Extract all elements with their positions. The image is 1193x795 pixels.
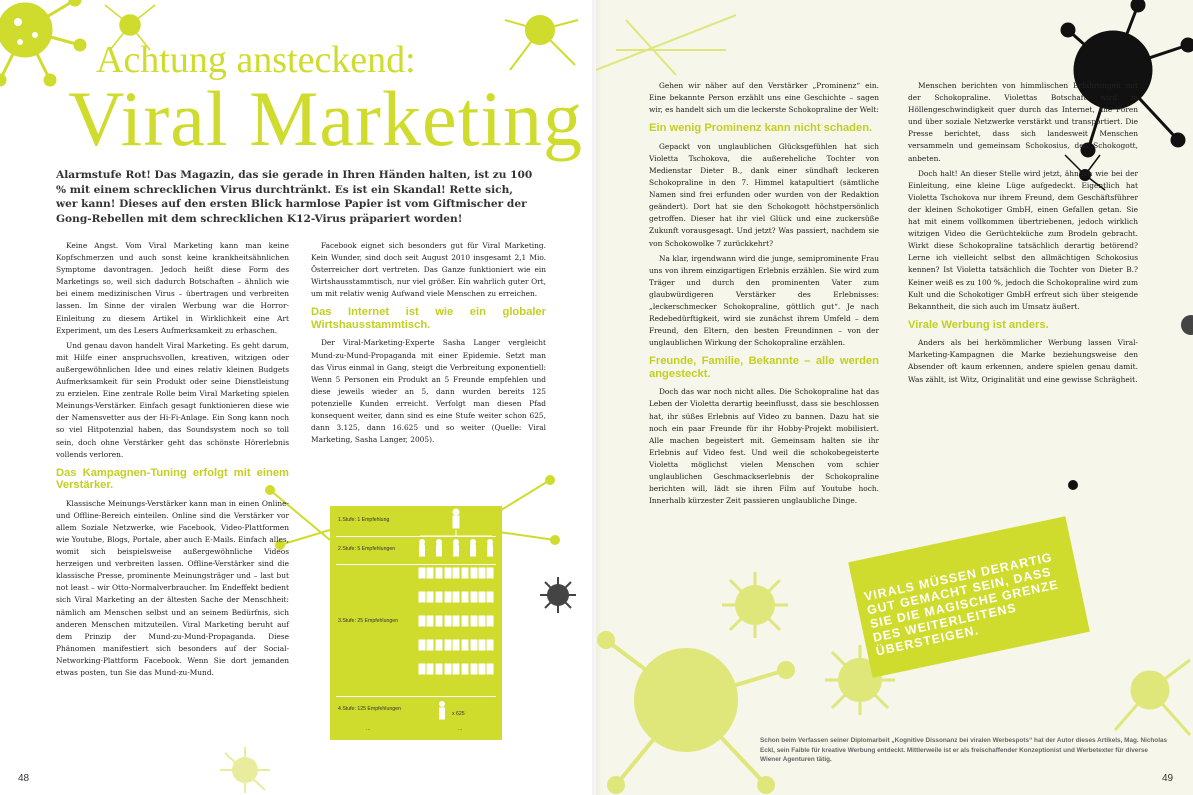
stage-1-label: 1.Stufe: 1 Empfehlung bbox=[338, 517, 390, 523]
virus-icon bbox=[1066, 478, 1080, 492]
stage-4-label: 4.Stufe: 125 Empfehlungen bbox=[338, 706, 401, 712]
person-icon bbox=[330, 506, 502, 740]
subheading: Virale Werbung ist anders. bbox=[908, 318, 1049, 331]
continuation-dots: ... bbox=[458, 726, 463, 732]
subheading: Das Internet ist wie ein globaler Wirtshausstammtisch. bbox=[311, 306, 546, 331]
virus-icon bbox=[215, 745, 275, 795]
intro-paragraph: Alarmstufe Rot! Das Magazin, das sie gerade in Ihren Händen halten, ist zu 100 % mit einem schrecklichen Virus durchtränkt. Es ist ein Skandal! Rette sich, wer kann! Dieses auf den ersten Blick harmlose Papier ist vom Giftmischer der Gong-Rebellen mit dem schrecklichen K12-Virus präpariert worden! bbox=[56, 169, 533, 225]
virus-icon bbox=[596, 10, 736, 80]
paragraph: Doch halt! An dieser Stelle wird jetzt, ähnlich wie bei der Einleitung, eine kleine Lüge aufgedeckt. Eigentlich hat Violetta Tschokova nur ihrem Freund, dem Geschäftsführer der kleinen Schokotiger GmbH, einen Gefallen getan. Sie hat mit einem vollkommen übertriebenen, jedoch wirklich witzigen Video die Gerüchteküche zum Brodeln gebracht. Wirkt diese Schokopraline tatsächlich derartig betörend? Lerne ich vielleicht selbst den allmächtigen Schokosius kennen? Ist Violetta tatsächlich die Tochter von Dieter B.? Keiner weiß es zu 100 %, jedoch die Schokopraline wird zum Kult und die Schokotiger GmbH erfreut sich über steigende Bekanntheit, die sich auch im Umsatz äußert. bbox=[908, 168, 1138, 311]
paragraph: Facebook eignet sich besonders gut für Viral Marketing. Kein Wunder, sind doch seit August 2010 insgesamt 2,1 Mio. Österreicher dort vertreten. Das Ganze funktioniert wie ein Wirtshausstammtisch, nur viel größer. Ein wahrlich guter Ort, um mit relativ wenig Aufwand viele Menschen zu erreichen. bbox=[311, 241, 546, 299]
paragraph: Und genau davon handelt Viral Marketing. Es geht darum, mit Hilfe einer anspruchsvollen, kreativen, witzigen oder außergewöhnlichen Idee und eines relativ kleinen Budgets Aufmerksamkeit für sein Produkt oder seine Dienstleistung zu erzielen. Eine zentrale Rolle beim Viral Marketing spielen Meinungs-Verstärker. Einfach gesagt funktionieren diese wie der Namensvetter aus der Hi-Fi-Anlage. Ein Song kann noch so viel Hitpotenzial haben, das Soundsystem noch so toll sein, doch ohne Verstärker geht das schönste Hörerlebnis vollends verloren. bbox=[56, 340, 289, 459]
paragraph: Gehen wir näher auf den Verstärker „Prominenz“ ein. Eine bekannte Person erzählt uns eine Geschichte – sagen wir, es handelt sich um die leckerste Schokopraline der Welt: bbox=[649, 81, 879, 115]
paragraph: Doch das war noch nicht alles. Die Schokopraline hat das Leben der Violetta derartig beeinflusst, dass sie beschlossen hat, ihr süßes Erlebnis auf Video zu bannen. Dazu hat sie noch ein paar Freunde für ihr Hobby-Projekt mobilisiert. Alle machen begeistert mit. Gemeinsam halten sie ihr Erlebnis auf Video fest. Und weil die schokobegeisterte Violetta möglichst vielen Menschen vom schier unglaublichen Geschmackserlebnis der Schokopraline berichten will, lädt sie ihren Film auf Youtube hoch. Innerhalb kürzester Zeit passieren unglaubliche Dinge. bbox=[649, 387, 879, 506]
subheading: Ein wenig Prominenz kann nicht schaden. bbox=[649, 122, 873, 135]
virus-icon bbox=[1110, 650, 1193, 740]
virus-icon bbox=[1176, 310, 1193, 340]
paragraph: Na klar, irgendwann wird die junge, semiprominente Frau uns von ihrem einzigartigen Erlebnis erzählen. Sie wird zum Träger und durch den prominenten Vater zum glaubwürdigeren Verstärker des Erlebnisses: „leckerschmecker Schokopraline, göttlich gut“. Je nach Redebedürftigkeit, wird sie zunächst ihrem Umfeld – dem Freund, den Eltern, den besten Freundinnen – von der unglaublichen Wirkung der Schokopraline erzählen. bbox=[649, 253, 879, 348]
continuation-dots: ... bbox=[366, 726, 371, 732]
virus-icon bbox=[538, 575, 578, 615]
paragraph: Keine Angst. Vom Viral Marketing kann man keine Kopfschmerzen und auch sonst keine krankheitsähnlichen Symptome davontragen. Jedoch heißt diese Form des Marketings so, weil sich dadurch Botschaften – ähnlich wie bei einem medizinischen Virus – übertragen und verbreiten lassen. Im Sinne der viralen Werbung war die Horror-Einleitung zu diesem Artikel in Wirklichkeit eine Art Experiment, um des Lesers Aufmerksamkeit zu erhaschen. bbox=[56, 241, 289, 335]
author-caption: Schon beim Verfassen seiner Diplomarbeit „Kognitive Dissonanz bei viralen Werbespots“ hat der Autor dieses Artikels, Mag. Nicholas Eckl, sein Faible für kreative Werbung entdeckt. Mittlerweile ist er als freischaffender Konzeptionist und Werbetexter für diverse Wiener Agenturen tätig. bbox=[760, 737, 1168, 764]
column-2 bbox=[311, 240, 546, 449]
paragraph: Der Viral-Marketing-Experte Sasha Langer vergleicht Mund-zu-Mund-Propaganda mit einer Epidemie. Setzt man das Virus einmal in Gang, steigt die Verbreitung exponentiell: Wenn 5 Personen ein Produkt an 5 Freunde empfehlen und diese jeweils wieder an 5, dann wurden bereits 125 potenzielle Kunden erreicht. Verfolgt man diesen Pfad konsequent weiter, dann sind es eine Stufe weiter schon 625, dann 3.125, dann 16.625 und so weiter (Quelle: Viral Marketing, Sasha Langer, 2005). bbox=[311, 338, 546, 445]
title-kicker: Achtung ansteckend: bbox=[96, 39, 416, 81]
multiplier-label: x 625 bbox=[452, 711, 465, 717]
virus-icon bbox=[500, 0, 580, 80]
column-4 bbox=[908, 80, 1138, 389]
paragraph: Menschen berichten von himmlischen Erfahrungen mit der Schokopraline. Violettas Botschaft wird in Höllengeschwindigkeit quer durch das Internet, alle Foren und über soziale Netzwerke verstärkt und transportiert. Die Presse berichtet, dass sich landesweit Menschen versammeln und gemeinsam Schokosius, den Schokogott, anbeten. bbox=[908, 81, 1138, 163]
column-1 bbox=[56, 240, 289, 682]
stage-2-label: 2.Stufe: 5 Empfehlungen bbox=[338, 546, 396, 552]
page-number-right: 49 bbox=[1162, 773, 1174, 784]
subheading: Freunde, Familie, Bekannte – alle werden angesteckt. bbox=[649, 355, 879, 380]
stage-3-label: 3.Stufe: 25 Empfehlungen bbox=[338, 618, 398, 624]
column-3 bbox=[649, 80, 879, 510]
paragraph: Gepackt von unglaublichen Glücksgefühlen hat sich Violetta Tschokova, die außereheliche Tochter von Medienstar Dieter B., dank einer sündhaft leckeren Schokopraline in den 7. Himmel katapultiert (sämtliche Namen sind frei erfunden oder wurden von der Redaktion geändert). Dort hat sie den Schokogott höchstpersönlich getroffen. Dieser hat ihr viel Glück und eine zuckersüße Zukunft vorausgesagt. Und jetzt? Was passiert, nachdem sie von Schokowolke 7 zurückkehrt? bbox=[649, 141, 879, 248]
callout-text: VIRALS MÜSSEN DERARTIG GUT GEMACHT SEIN, DASS SIE DIE MAGISCHE GRENZE DES WEITERLEITENS ÜBERSTEIGEN. bbox=[862, 550, 1060, 659]
page-number-left: 48 bbox=[18, 773, 30, 784]
virus-icon bbox=[596, 600, 796, 795]
subheading: Das Kampagnen-Tuning erfolgt mit einem Verstärker. bbox=[56, 466, 289, 492]
paragraph: Klassische Meinungs-Verstärker kann man in einen Online- und Offline-Bereich einteilen. Online sind die Verstärker vor allem Soziale Netzwerke, wie Facebook, Video-Plattformen wie Youtube, Blogs, Portale, aber auch E-Mails. Einfach alles, womit sich beispielsweise außergewöhnliche Videos herzeigen und verbreiten lassen. Offline-Verstärker sind die klassische Presse, prominente Meinungsträger und – last but not least – wir Otto-Normalverbraucher. Im Endeffekt bedient sich Viral Marketing an der ältesten Sache der Menschheit: nämlich am Menschen selbst und an seinem Bedürfnis, sich anderen Menschen mitzuteilen. Viral Marketing beruht auf dem Prinzip der Mund-zu-Mund-Propaganda. Diese Phänomen manifestiert sich besonders auf der Social-Networking-Plattform Facebook. Wenn Sie dort jemanden etwas posten, tun Sie das Mund-zu-Mund. bbox=[56, 498, 289, 677]
page-title: Viral Marketing bbox=[68, 75, 583, 162]
recommendation-diagram bbox=[330, 506, 502, 740]
paragraph: Anders als bei herkömmlicher Werbung lassen Viral-Marketing-Kampagnen die Marke beziehungsweise den Absender oft kaum erkennen, andere spielen genau damit. Was zählt, ist Witz, Originalität und eine gewisse Schrägheit. bbox=[908, 338, 1138, 384]
